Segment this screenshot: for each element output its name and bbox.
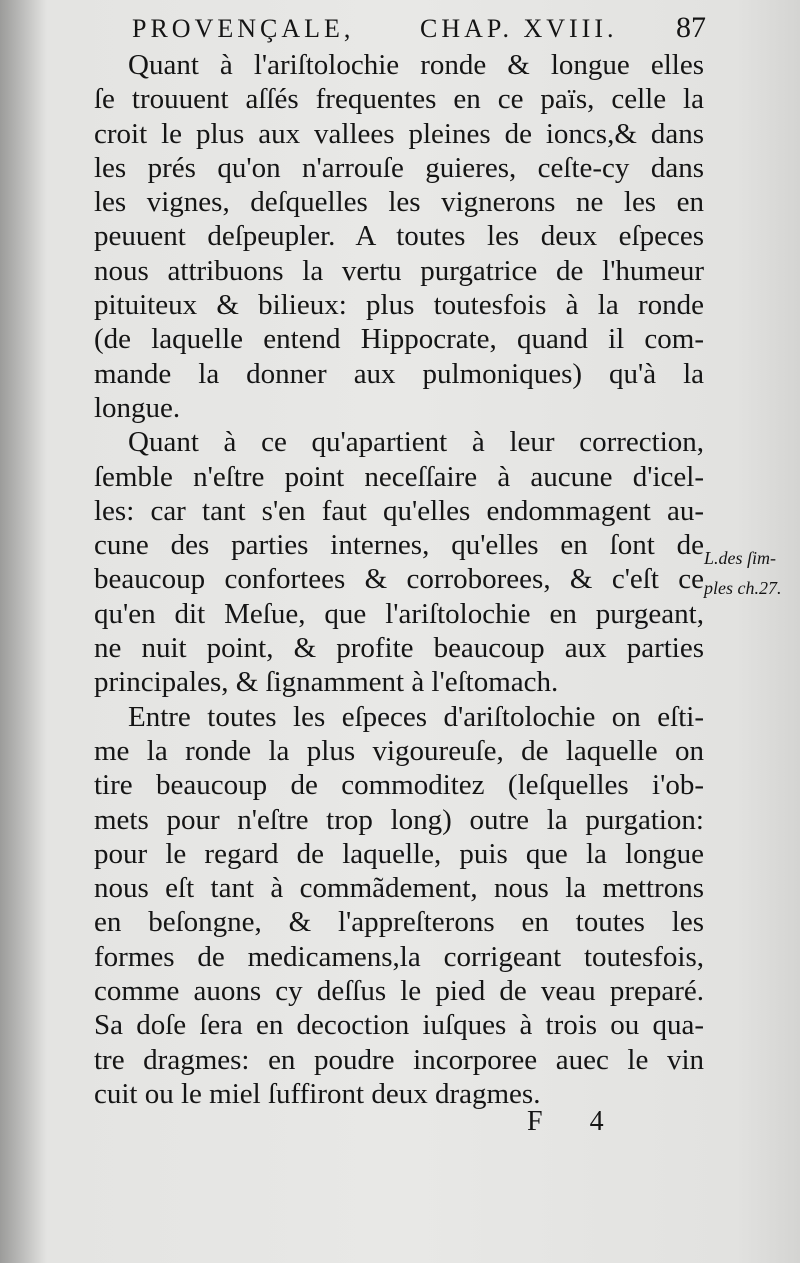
text-line: les prés qu'on n'arrouſe guieres, ceſte-cy dans: [94, 151, 704, 184]
text-line: formes de medicamens,la corrigeant toutesfois,: [94, 940, 704, 973]
text-line: principales, & ſignamment à l'eſtomach.: [94, 666, 559, 699]
text-line: ſemble n'eſtre point neceſſaire à aucune d'icel-: [94, 460, 704, 493]
text-line: pituiteux & bilieux: plus toutesfois à la ronde: [94, 289, 704, 322]
marginal-note: [704, 543, 800, 603]
text-line: Entre toutes les eſpeces d'ariſtolochie on eſti-: [128, 700, 704, 733]
text-line: Quant à l'ariſtolochie ronde & longue elles: [128, 49, 704, 81]
text-line: peuuent deſpeupler. A toutes les deux eſpeces: [94, 220, 704, 253]
text-line: Sa doſe ſera en decoction iuſques à trois ou qua-: [94, 1009, 704, 1042]
text-line: tire beaucoup de commoditez (leſquelles i'ob-: [94, 769, 704, 802]
text-line: mande la donner aux pulmoniques) qu'à la: [94, 357, 704, 390]
running-head-chapter: CHAP. XVIII.: [420, 14, 618, 43]
text-line: ſe trouuent aſſés frequentes en ce païs, celle la: [94, 83, 704, 116]
text-line: me la ronde la plus vigoureuſe, de laquelle on: [94, 734, 704, 767]
text-line: pour le regard de laquelle, puis que la longue: [94, 837, 704, 870]
text-line: les vignes, deſquelles les vignerons ne les en: [94, 186, 704, 219]
text-line: (de laquelle entend Hippocrate, quand il com-: [94, 323, 704, 356]
text-line: nous eſt tant à commãdement, nous la mettrons: [94, 872, 704, 905]
marginal-note-line: ples ch.27.: [704, 578, 782, 598]
text-line: les: car tant s'en faut qu'elles endommagent au-: [94, 494, 704, 527]
text-line: beaucoup confortees & corroborees, & c'eſt ce: [94, 563, 704, 596]
text-line: ne nuit point, & profite beaucoup aux parties: [94, 632, 704, 665]
text-line: qu'en dit Meſue, que l'ariſtolochie en purgeant,: [94, 597, 704, 630]
body-text: [94, 48, 704, 1111]
page-number: 87: [676, 11, 706, 44]
text-line: cune des parties internes, qu'elles en ſont de: [94, 529, 704, 562]
text-line: Quant à ce qu'apartient à leur correction,: [128, 426, 704, 459]
marginal-note-line: L.des ſim-: [704, 548, 776, 568]
text-line: cuit ou le miel ſuffiront deux dragmes.: [94, 1077, 541, 1110]
running-head-title: PROVENÇALE,: [132, 14, 355, 43]
text-line: nous attribuons la vertu purgatrice de l'humeur: [94, 254, 704, 287]
text-line: comme auons cy deſſus le pied de veau preparé.: [94, 975, 704, 1008]
text-line: longue.: [94, 391, 181, 424]
text-line: tre dragmes: en poudre incorporee auec le vin: [94, 1043, 704, 1076]
signature-mark: F 4: [527, 1106, 624, 1137]
gutter-shadow: [0, 0, 46, 1263]
text-line: en beſongne, & l'appreſterons en toutes les: [94, 906, 704, 939]
text-line: mets pour n'eſtre trop long) outre la purgation:: [94, 803, 704, 836]
text-line: croit le plus aux vallees pleines de ioncs,& dans: [94, 117, 704, 150]
